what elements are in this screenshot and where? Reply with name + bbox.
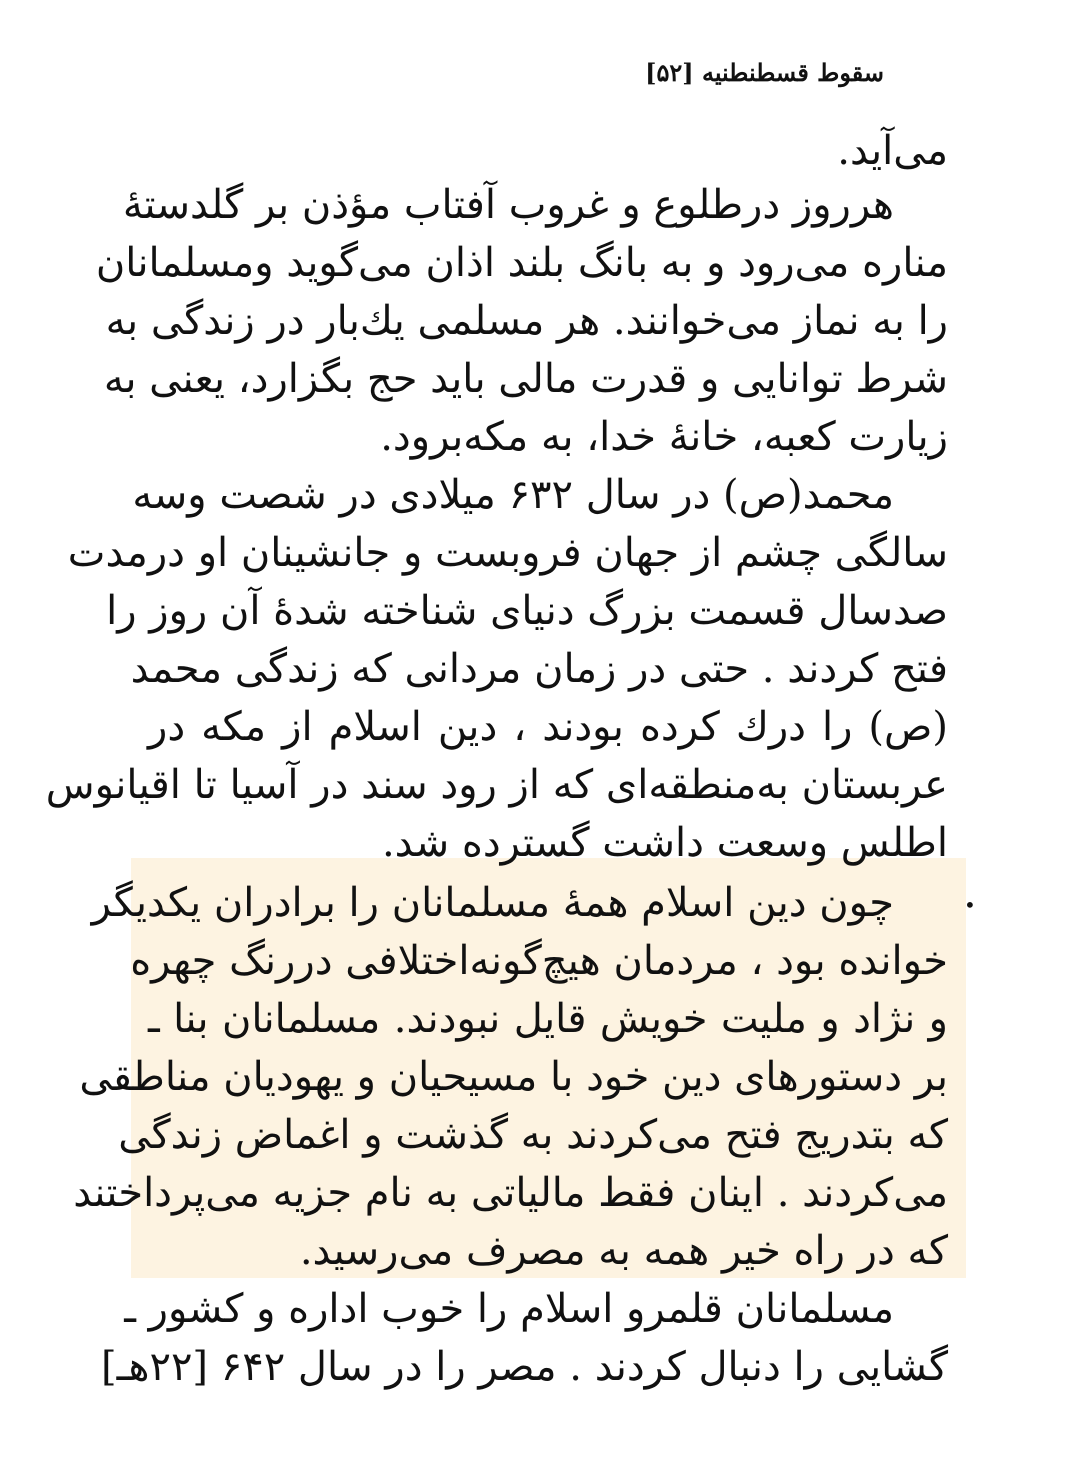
- highlighted-text-line: و نژاد و ملیت خویش قایل نبودند. مسلمانان بنا ـ: [148, 996, 948, 1042]
- running-header: سقوط قسطنطنیه [۵۲]: [645, 58, 884, 87]
- text-line: (ص) را درك كرده بودند ، دین اسلام از مکه در: [148, 704, 948, 750]
- text-line: محمد(ص) در سال ۶۳۲ میلادی در شصت وسه: [132, 472, 894, 518]
- text-line: مسلمانان قلمرو اسلام را خوب اداره و کشور ـ: [124, 1286, 894, 1332]
- text-line: عربستان به‌منطقه‌ای که از رود سند در آسیا تا اقیانوس: [45, 762, 948, 808]
- text-line: را به نماز می‌خوانند. هر مسلمی یك‌بار در زندگی به: [105, 298, 948, 344]
- text-line: هرروز درطلوع و غروب آفتاب مؤذن بر گلدستهٔ: [122, 182, 894, 228]
- text-line: اطلس وسعت داشت گسترده شد.: [381, 820, 948, 866]
- text-line: صدسال قسمت بزرگ دنیای شناخته شدهٔ آن روز را: [106, 588, 948, 634]
- highlighted-text-line: می‌کردند . اینان فقط مالیاتی به نام جزیه می‌پرداختند: [73, 1170, 948, 1216]
- text-line: سالگی چشم از جهان فروبست و جانشینان او درمدت: [67, 530, 948, 576]
- text-line: فتح کردند . حتی در زمان مردانی که زندگی محمد: [130, 646, 948, 692]
- text-line: می‌آید.: [837, 128, 948, 174]
- text-line: مناره می‌رود و به بانگ بلند اذان می‌گوید ومسلمانان: [95, 240, 948, 286]
- text-line: گشایی را دنبال کردند . مصر را در سال ۶۴۲ [۲۲هـ]: [101, 1344, 948, 1390]
- margin-mark: •: [964, 893, 976, 917]
- text-line: شرط توانایی و قدرت مالی باید حج بگزارد، یعنی به: [103, 356, 948, 402]
- highlighted-text-line: که در راه خیر همه به مصرف می‌رسید.: [299, 1228, 948, 1274]
- highlighted-text-line: خوانده بود ، مردمان هیچ‌گونه‌اختلافی دررنگ چهره: [130, 938, 948, 984]
- text-line: زیارت کعبه، خانهٔ خدا، به مکه‌برود.: [380, 414, 948, 460]
- highlighted-text-line: چون دین اسلام همهٔ مسلمانان را برادران یکدیگر: [91, 880, 894, 926]
- highlighted-text-line: بر دستورهای دین خود با مسیحیان و یهودیان مناطقی: [79, 1054, 948, 1100]
- highlighted-text-line: که بتدریج فتح می‌کردند به گذشت و اغماض زندگی: [118, 1112, 948, 1158]
